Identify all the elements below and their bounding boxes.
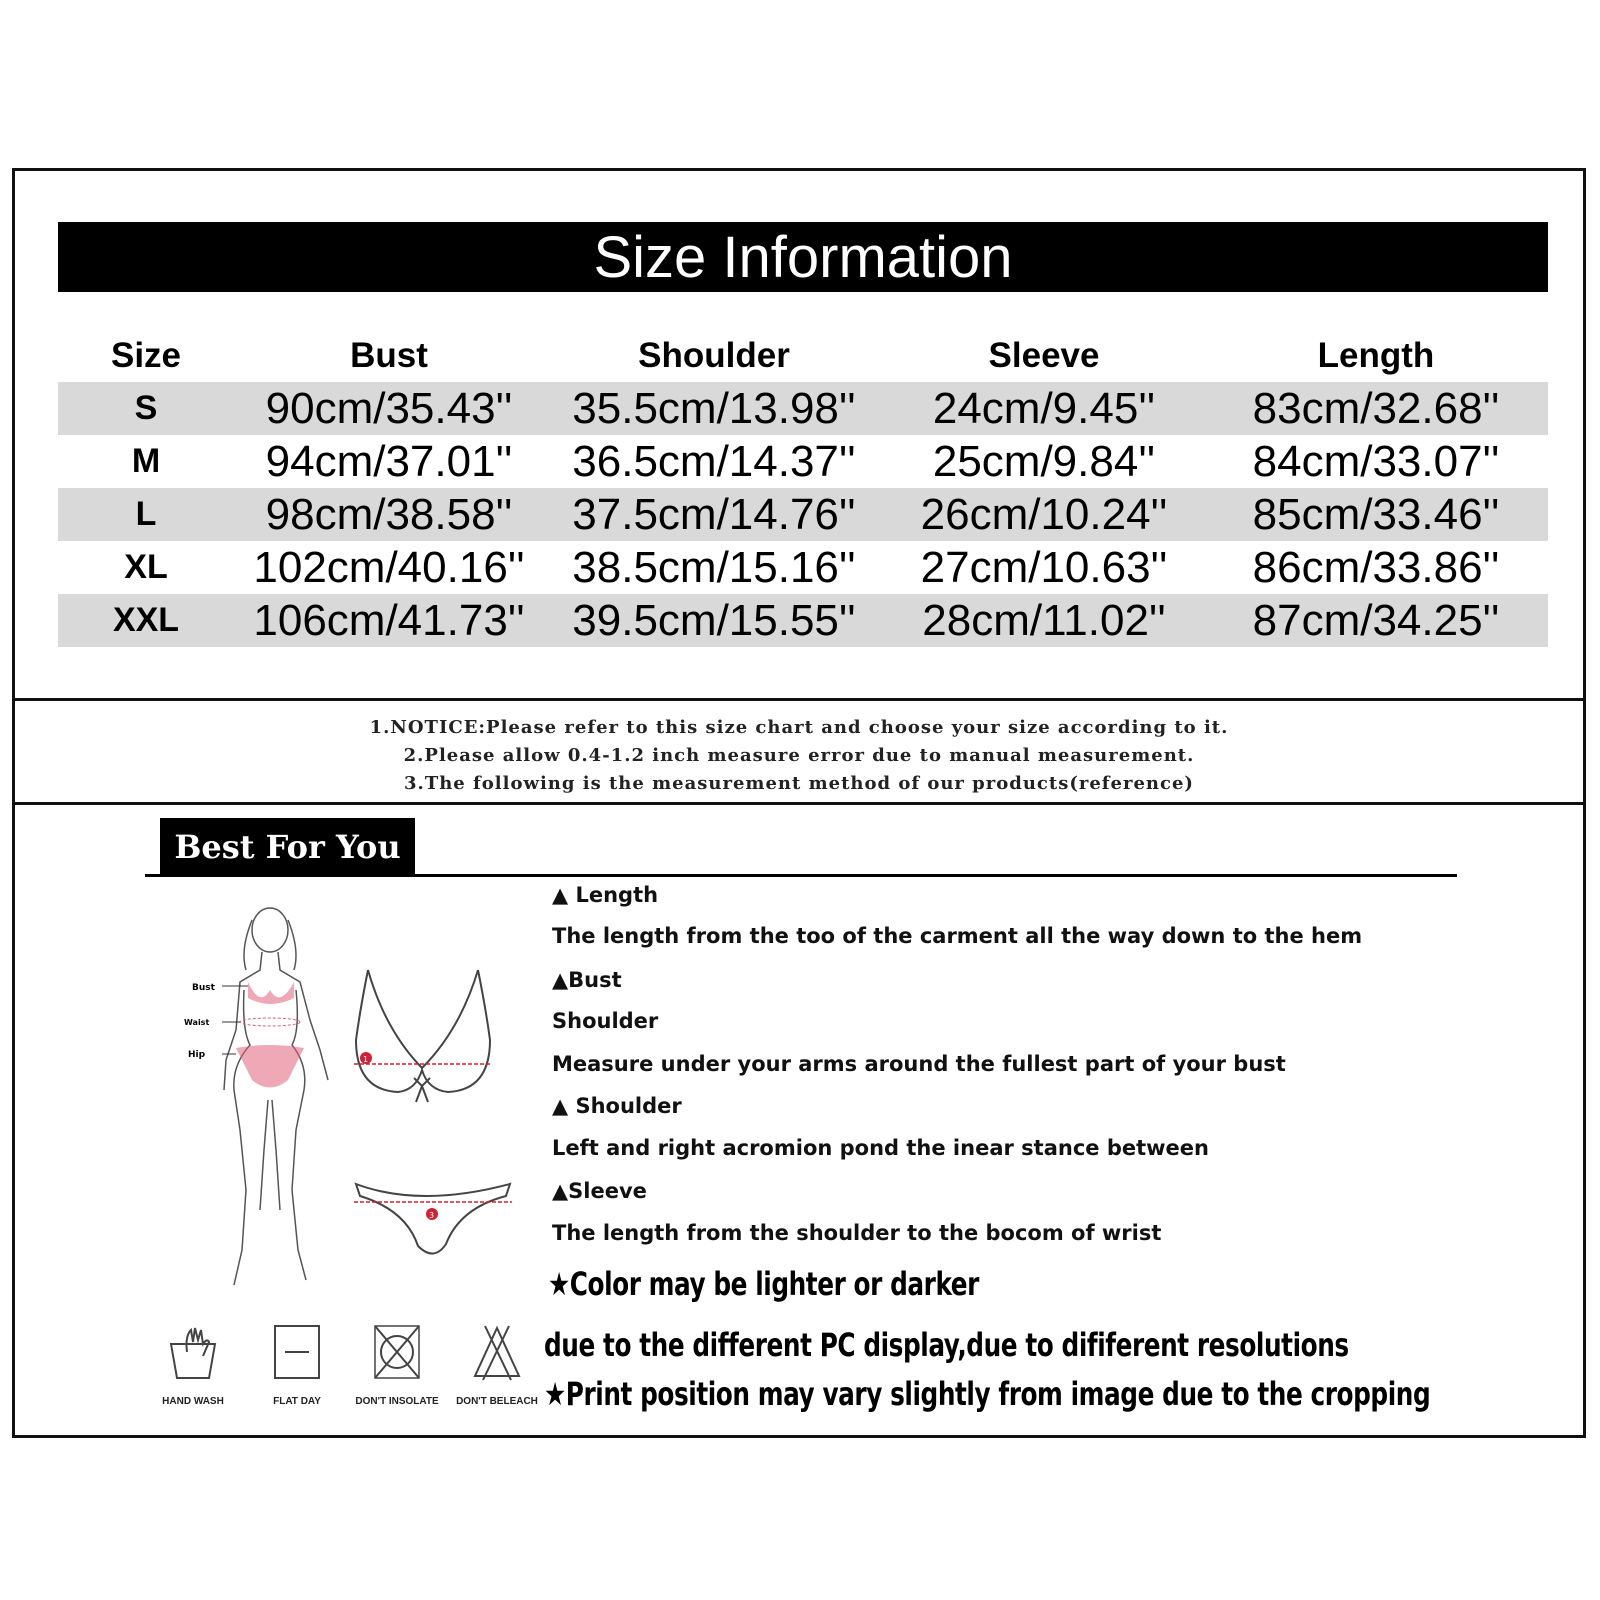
table-row [58,382,1548,435]
hand-wash-label: HAND WASH [162,1396,224,1407]
shoulder-description: Left and right acromion pond the inear stance between [552,1136,1209,1160]
bust-label: Bust [192,983,215,993]
length-cell: 86cm/33.86'' [1252,542,1500,592]
dont-bleach-icon [467,1322,527,1382]
header-length: Length [1317,336,1435,375]
shoulder-cell: 36.5cm/14.37'' [572,436,856,486]
dont-insolate-label: DON'T INSOLATE [355,1396,439,1407]
shoulder-cell: 37.5cm/14.76'' [572,489,856,539]
flat-dry-icon [267,1322,327,1382]
bust-heading: ▲Bust [552,968,622,992]
length-heading: ▲ Length [552,883,659,907]
length-cell: 85cm/33.46'' [1252,489,1500,539]
marker-1: 1 [363,1055,369,1064]
notice-block [12,714,1586,798]
sleeve-cell: 26cm/10.24'' [920,489,1168,539]
table-row [58,541,1548,594]
size-cell: XL [124,548,168,586]
bust-cell: 106cm/41.73'' [253,595,525,645]
shoulder-cell: 39.5cm/15.55'' [572,595,856,645]
page-title: Size Information [58,222,1548,292]
length-cell: 84cm/33.07'' [1252,436,1500,486]
sleeve-cell: 24cm/9.45'' [932,383,1156,433]
notice-line: 2.Please allow 0.4-1.2 inch measure error due to manual measurement. [403,745,1195,766]
display-note: due to the different PC display,due to dififerent resolutions [544,1326,1349,1364]
sleeve-description: The length from the shoulder to the bocom of wrist [552,1221,1162,1245]
color-note: ★Color may be lighter or darker [548,1265,979,1303]
notice-line: 1.NOTICE:Please refer to this size chart and choose your size according to it. [369,717,1229,738]
divider [12,802,1586,805]
care-flat-dry [252,1322,342,1407]
sleeve-cell: 27cm/10.63'' [920,542,1168,592]
table-row [58,435,1548,488]
care-dont-bleach [452,1322,542,1407]
length-description: The length from the too of the carment all the way down to the hem [552,924,1363,948]
bust-cell: 90cm/35.43'' [265,383,513,433]
sleeve-cell: 25cm/9.84'' [932,436,1156,486]
length-cell: 83cm/32.68'' [1252,383,1500,433]
size-cell: S [134,389,158,427]
hip-label: Hip [188,1050,206,1060]
table-header-row [58,330,1548,382]
marker-3: 3 [429,1211,435,1220]
table-row [58,594,1548,647]
print-note: ★Print position may vary slightly from image due to the cropping [544,1375,1431,1413]
waist-label: Waist [184,1018,210,1027]
bust-subheading: Shoulder [552,1009,659,1033]
shoulder-cell: 38.5cm/15.16'' [572,542,856,592]
dont-bleach-label: DON'T BELEACH [456,1396,538,1407]
sleeve-cell: 28cm/11.02'' [922,595,1166,645]
notice-line: 3.The following is the measurement method of our products(reference) [404,773,1194,794]
dont-insolate-icon [367,1322,427,1382]
size-cell: L [135,495,157,533]
header-shoulder: Shoulder [638,336,790,375]
heading-underline [145,874,1457,877]
length-cell: 87cm/34.25'' [1252,595,1500,645]
header-sleeve: Sleeve [988,336,1100,375]
bust-cell: 102cm/40.16'' [253,542,525,592]
measurement-figure [170,890,530,1310]
bust-cell: 98cm/38.58'' [265,489,513,539]
bust-cell: 94cm/37.01'' [265,436,513,486]
shoulder-cell: 35.5cm/13.98'' [572,383,856,433]
header-bust: Bust [350,336,428,375]
flat-dry-label: FLAT DAY [273,1396,321,1407]
size-cell: M [131,442,161,480]
header-size: Size [110,336,182,375]
best-for-you-heading: Best For You [160,818,415,876]
shoulder-heading: ▲ Shoulder [552,1094,682,1118]
divider [12,698,1586,701]
hand-wash-icon [163,1322,223,1382]
care-hand-wash [148,1322,238,1407]
sleeve-heading: ▲Sleeve [552,1179,647,1203]
size-table [58,330,1548,647]
size-cell: XXL [112,601,180,639]
bust-description: Measure under your arms around the fullest part of your bust [552,1052,1286,1076]
table-row [58,488,1548,541]
care-dont-insolate [352,1322,442,1407]
